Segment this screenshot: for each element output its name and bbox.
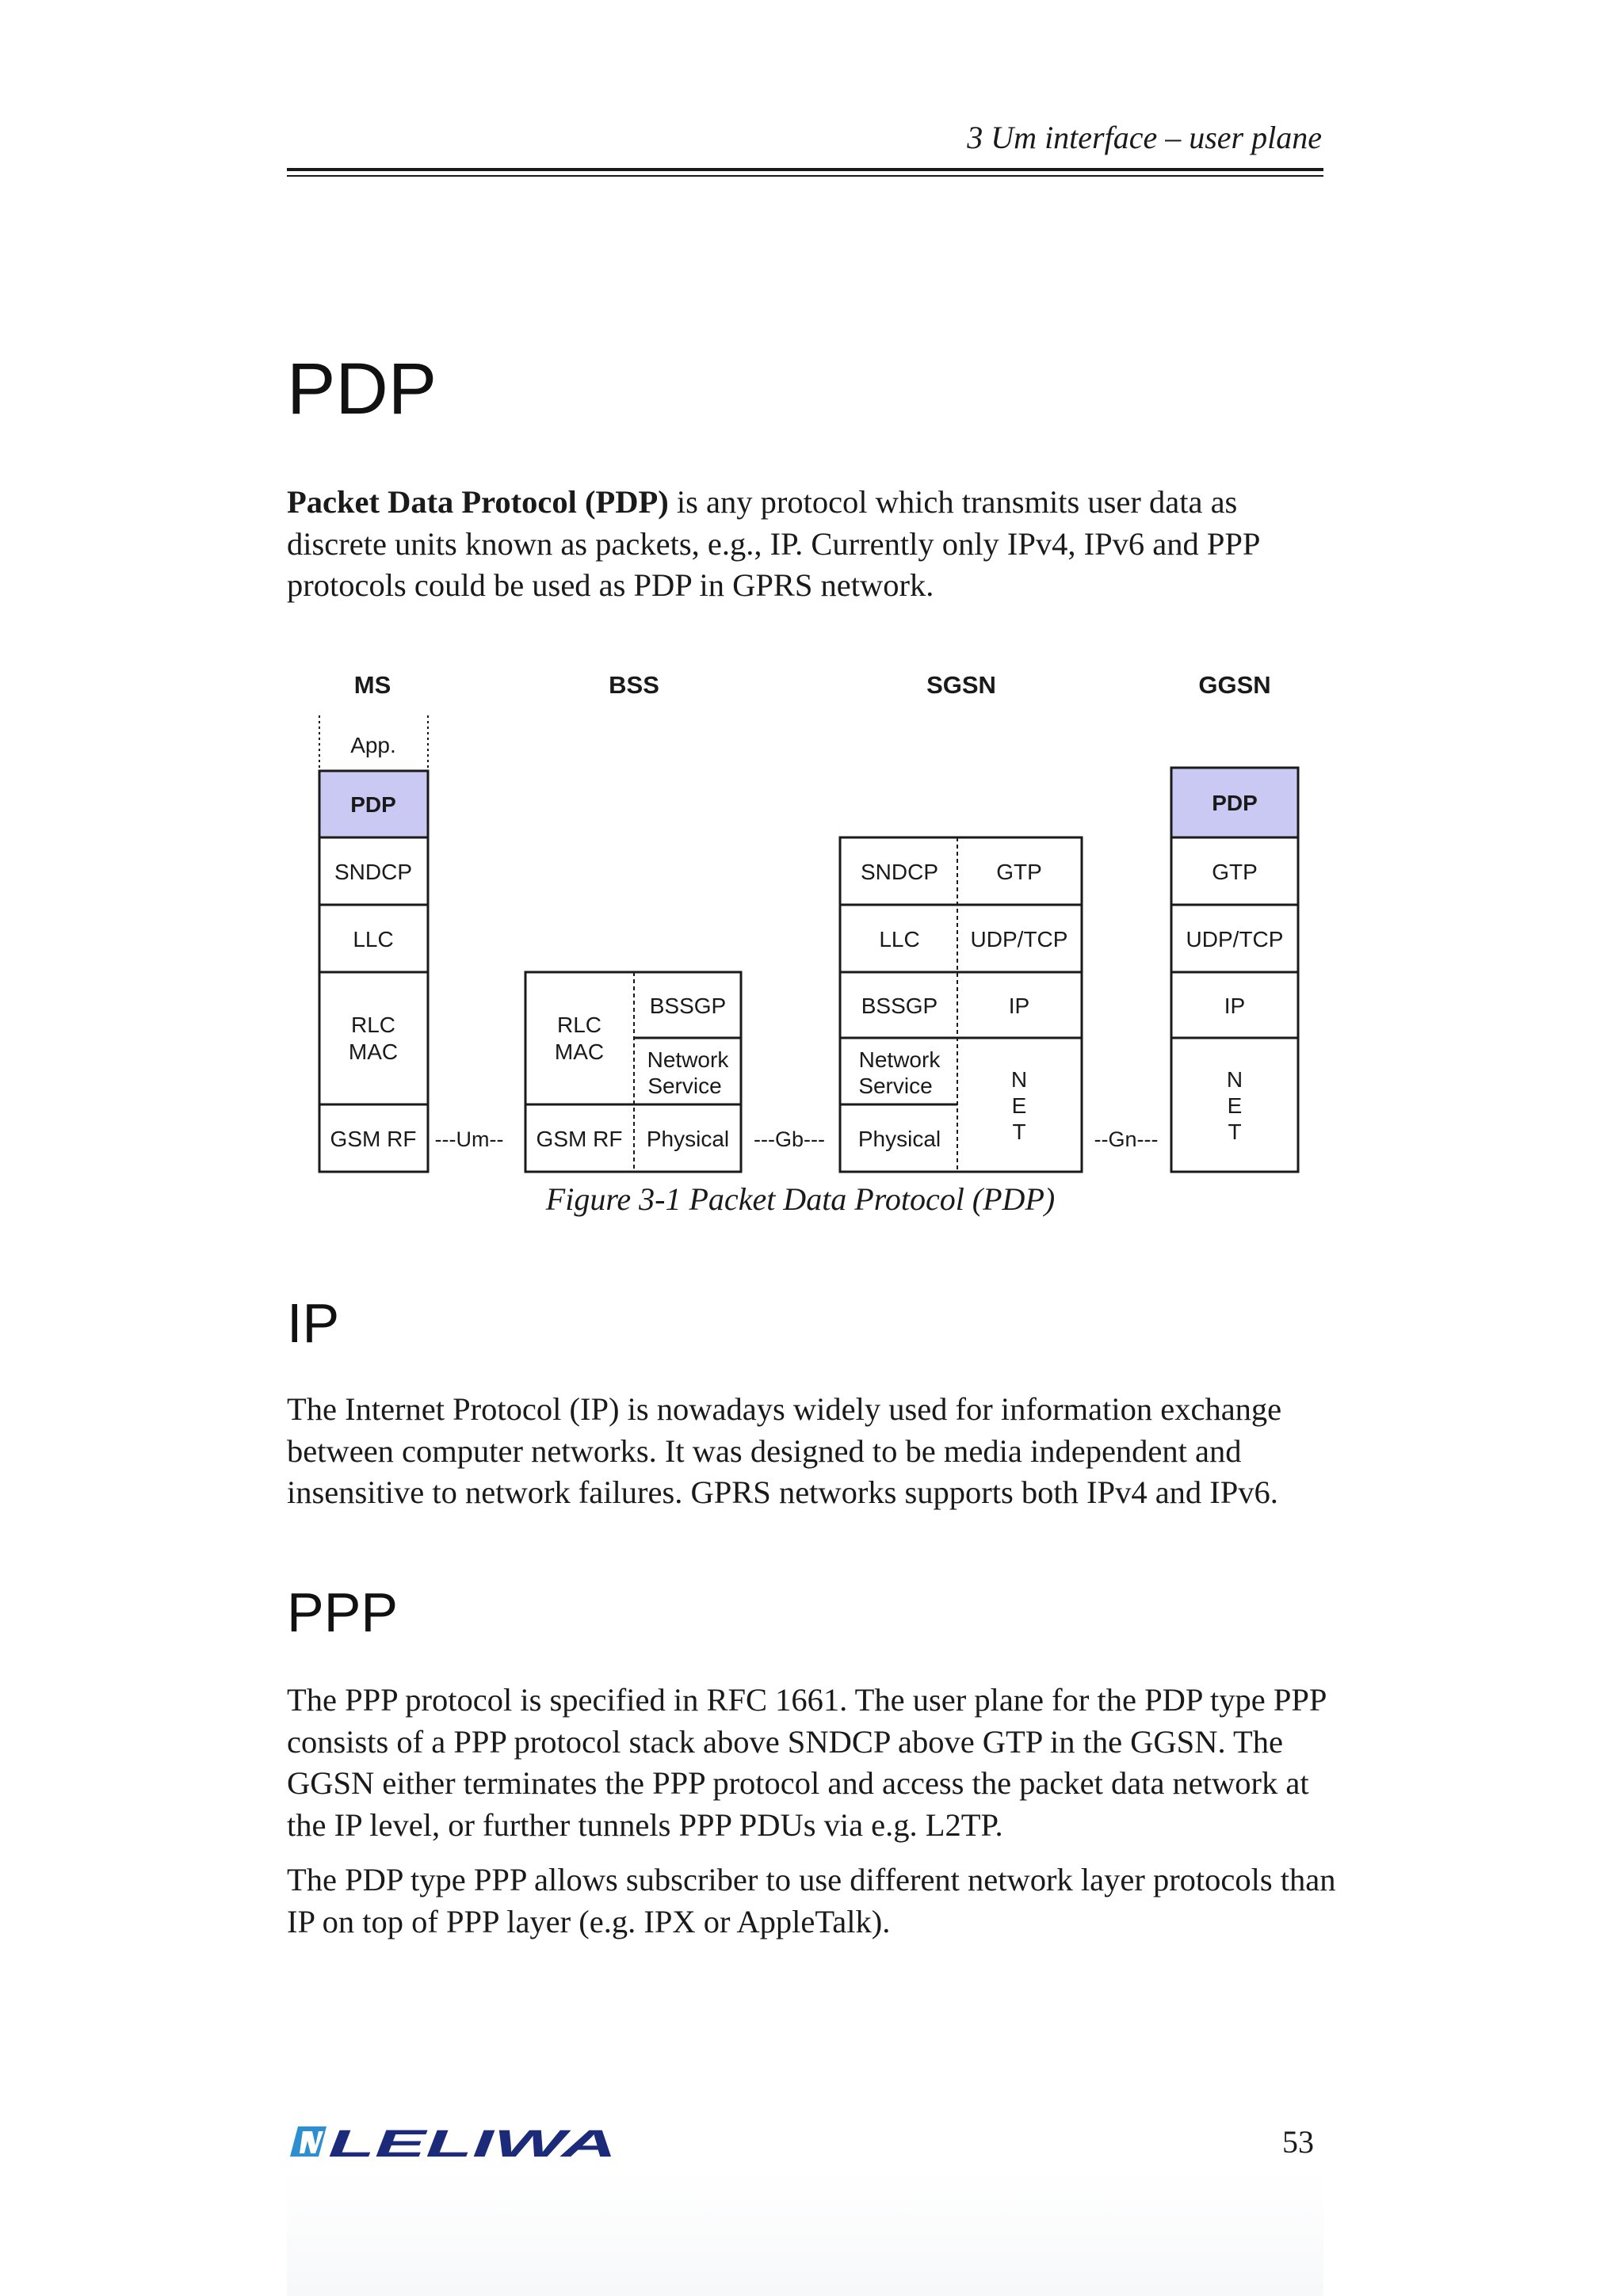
column-bss: BSS: [609, 671, 659, 699]
bss-stack: [525, 972, 741, 1172]
sgsn-network-service-line2: Service: [858, 1074, 933, 1098]
bss-network-service-line1: Network: [647, 1047, 729, 1072]
logo-wordmark: LELIWA: [328, 2123, 617, 2160]
bss-physical-layer: Physical: [646, 1127, 730, 1151]
running-header: 3 Um interface – user plane: [967, 120, 1322, 155]
bss-bssgp-layer: BSSGP: [649, 994, 727, 1018]
paragraph-ppp-1: The PPP protocol is specified in RFC 1661. The user plane for the PDP type PPP consists of a PPP protocol stack above SNDCP above GTP in the GGSN. The GGSN either terminates the PPP protocol and access the packet data network at the IP level, or further tunnels PPP PDUs via e.g. L2TP.: [287, 1682, 1326, 1843]
ggsn-pdp-layer: PDP: [1212, 791, 1258, 815]
heading-ppp: PPP: [287, 1581, 399, 1643]
sgsn-net-letter-t: T: [1012, 1119, 1026, 1144]
ms-sndcp-layer: SNDCP: [334, 860, 413, 884]
um-interface-label: ---Um--: [434, 1127, 504, 1151]
paragraph-ip: The Internet Protocol (IP) is nowadays widely used for information exchange between computer networks. It was designed to be media independent and insensitive to network failures. GPRS networks supports both IPv4 and IPv6.: [287, 1391, 1282, 1510]
gb-interface-label: ---Gb---: [754, 1127, 825, 1151]
sgsn-udp-tcp-layer: UDP/TCP: [970, 927, 1068, 952]
paragraph-ppp-2: The PDP type PPP allows subscriber to use different network layer protocols than IP on top of PPP layer (e.g. IPX or AppleTalk).: [287, 1862, 1336, 1939]
ggsn-net-letter-n: N: [1226, 1067, 1243, 1092]
ggsn-net-letter-t: T: [1228, 1119, 1242, 1144]
sgsn-net-letter-n: N: [1010, 1067, 1028, 1092]
ggsn-ip-layer: IP: [1224, 994, 1246, 1018]
bss-rlc-layer: RLC: [556, 1013, 602, 1037]
column-ms: MS: [353, 671, 391, 699]
ggsn-udp-tcp-layer: UDP/TCP: [1186, 927, 1284, 952]
pdp-term: Packet Data Protocol (PDP): [287, 484, 669, 520]
ms-mac-layer: MAC: [348, 1039, 399, 1064]
bss-network-service-line2: Service: [647, 1074, 722, 1098]
column-ggsn: GGSN: [1198, 671, 1271, 699]
ms-llc-layer: LLC: [353, 927, 394, 952]
sgsn-net-letter-e: E: [1011, 1093, 1027, 1118]
ggsn-gtp-layer: GTP: [1212, 860, 1258, 884]
bss-gsm-rf-layer: GSM RF: [536, 1127, 623, 1151]
ms-app-layer: App.: [350, 733, 396, 757]
sgsn-stack: [840, 837, 1082, 1172]
sgsn-network-service-line1: Network: [858, 1047, 941, 1072]
pdp-definition: is any protocol which transmits user data as discrete units known as packets, e.g., IP. Currently only IPv4, IPv6 and PPP protocols could be used as PDP in GPRS network.: [287, 484, 1259, 603]
ggsn-stack: [1171, 768, 1298, 1172]
heading-pdp: PDP: [287, 349, 437, 429]
ms-pdp-layer: PDP: [350, 792, 396, 817]
bss-mac-layer: MAC: [554, 1039, 605, 1064]
sgsn-llc-layer: LLC: [879, 927, 920, 952]
sgsn-ip-layer: IP: [1008, 994, 1030, 1018]
sgsn-bssgp-layer: BSSGP: [861, 994, 938, 1018]
leliwa-logo: [287, 2123, 620, 2160]
ms-gsm-rf-layer: GSM RF: [330, 1127, 417, 1151]
ggsn-net-letter-e: E: [1227, 1093, 1243, 1118]
footer-background: [287, 2171, 1323, 2296]
sgsn-physical-layer: Physical: [857, 1127, 941, 1151]
ms-rlc-layer: RLC: [350, 1013, 396, 1037]
page-number: 53: [1282, 2124, 1314, 2160]
column-sgsn: SGSN: [926, 671, 996, 699]
gn-interface-label: --Gn---: [1094, 1127, 1159, 1151]
ms-stack: [319, 715, 428, 1172]
sgsn-gtp-layer: GTP: [996, 860, 1042, 884]
heading-ip: IP: [287, 1292, 340, 1354]
sgsn-sndcp-layer: SNDCP: [860, 860, 939, 884]
figure-caption: Figure 3-1 Packet Data Protocol (PDP): [545, 1181, 1056, 1217]
